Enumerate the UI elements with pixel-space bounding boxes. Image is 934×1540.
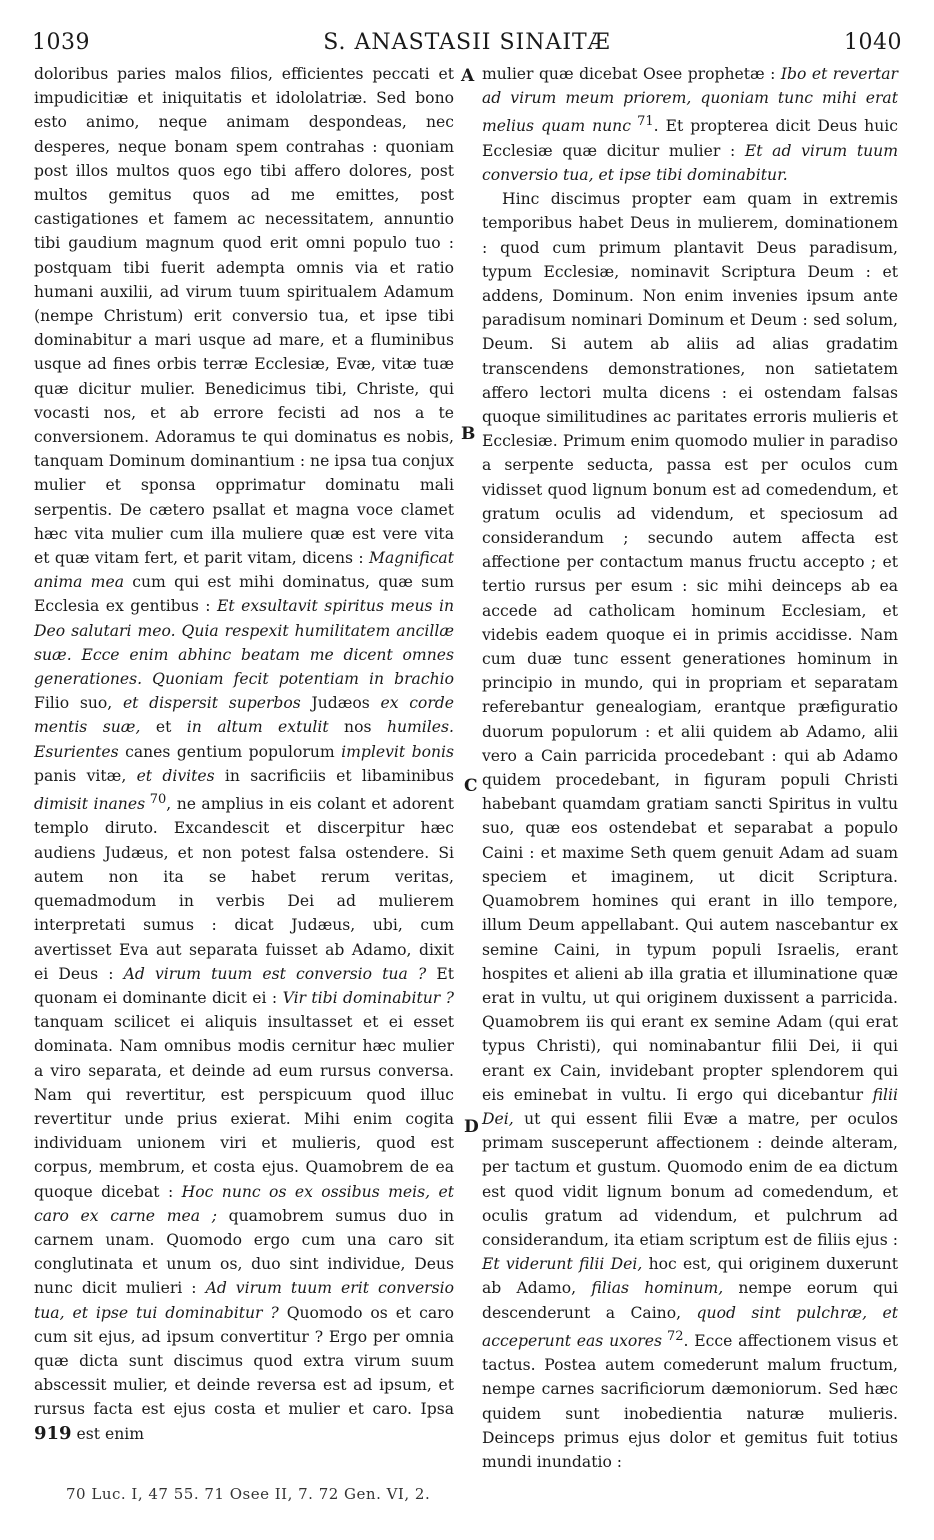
- text-run: Filio suo,: [34, 694, 123, 713]
- page-number-left: 1039: [32, 30, 90, 55]
- italic-quote: filias hominum,: [591, 1279, 724, 1298]
- margin-marker-b: B: [461, 424, 476, 444]
- italic-quote: Hoc nunc os ex ossibus meis, et caro ex carne mea ;: [34, 1182, 454, 1225]
- right-paragraph-1: [482, 62, 898, 187]
- italic-quote: et dispersit superbos: [122, 694, 301, 713]
- text-run: panis vitæ,: [34, 766, 137, 785]
- text-run: , ne amplius in eis colant et adorent templo diruto. Excandescit et discerpitur hæc audiens Judæus, et non potest falsa ostendere. Si autem non ita se habet rerum veritas, quemadmodum in verbis Dei ad mulierem interpretati sumus : dicat Judæus, ubi, cum avertisset Eva aut separata fuisset ab Adamo, dixit ei Deus :: [34, 795, 454, 983]
- text-run: tanquam scilicet ei aliquis insultasset et ei esset dominata. Nam omnibus modis cernitur hæc mulier a viro separata, et deinde ad eum rursus conversa. Nam qui revertitur, est perspicuum quod illuc revertitur unde prius exierat. Mihi enim cogita individuam unionem viri et mulieris, quod est corpus, membrum, et costa ejus. Quamobrem de ea quoque dicebat :: [34, 1013, 454, 1201]
- right-column: [482, 62, 898, 1474]
- text-run: . Et propterea dicit Deus huic Ecclesiæ quæ dicitur mulier :: [482, 117, 898, 160]
- text-run: Hinc discimus propter eam quam in extremis temporibus habet Deus in mulierem, dominationem : quod cum primum plantavit Deus paradisum, typum Ecclesiæ, nominavit Scriptura Deum : et addens, Dominum. Non enim invenies ipsum ante paradisum nominari Dominum et Deum : sed solum, Deum. Si autem ab aliis ad alias gradatim transcendens demonstrationes, non satietatem affero lectori multa dicens : ei ostendam falsas quoque similitudines ac paritates erroris mulieris et Ecclesiæ. Primum enim quomodo mulier in paradiso a serpente seducta, passa est per oculos cum vidisset quod lignum bonum est ad comedendum, et gratum oculis ad videndum, et speciosum ad considerandum ; secundo autem affecta est affectione per contactum manus fructu accepto ; et tertio rursus per esum : sic mihi deinceps ab ea accede ad catholicam hominum Ecclesiam, et videbis eadem quoque ei in primis accidisse. Nam cum duæ tunc essent generationes hominum in principio in mundo, qui in propriam et separatam referebantur genealogiam, erantque præfiguratio duorum populorum : et alii quidem ab Adamo, alii vero a Cain parricida procedebant : qui ab Adamo quidem procedebant, in figuram populi Christi habebant quamdam gratiam sancti Spiritus in vultu suo, quæ eos ostendebat et separabat a populo Caini : et maxime Seth quem genuit Adam ad suam speciem et imaginem, ut dicit Scriptura. Quamobrem homines qui erant in illo tempore, illum Deum appellabant. Qui autem nascebantur ex semine Caini, in typum populi Israelis, erant hospites et alieni ab illa gratia et illuminatione quæ erat in vultu, ut qui originem duxissent a parricida. Quamobrem iis qui erant ex semine Adam (qui erat typus Christi), qui nominabantur filii Dei, ii qui erant ex Cain, invidebant propter splendorem qui eis eminebat in vultu. Ii ergo qui dicebantur: [482, 190, 898, 1104]
- italic-quote: filii Dei,: [482, 1085, 898, 1128]
- page-number-right: 1040: [844, 30, 902, 55]
- italic-quote: Ibo et revertar ad virum meum priorem, quoniam tunc mihi erat melius quam nunc: [482, 65, 898, 136]
- text-run: nos: [328, 718, 387, 737]
- text-run: canes gentium populorum: [118, 742, 342, 761]
- footnote-ref: 70: [145, 792, 167, 808]
- italic-quote: Et exsultavit spiritus meus in Deo salutari meo. Quia respexit humilitatem ancillæ suæ. Ecce enim abhinc beatam me dicent omnes generationes. Quoniam fecit potentiam in brachio: [34, 597, 454, 689]
- text-run: est enim: [71, 1424, 145, 1443]
- italic-quote: implevit bonis: [341, 742, 454, 761]
- left-paragraph: [34, 62, 454, 1446]
- text-run: Judæos: [300, 694, 381, 713]
- italic-quote: Vir tibi dominabitur ?: [282, 988, 454, 1007]
- italic-quote: dimisit inanes: [34, 795, 146, 814]
- margin-marker-c: C: [464, 776, 478, 796]
- text-run: quamobrem sumus duo in carnem unam. Quomodo ergo cum una caro sit conglutinata et unum os, duo sint individue, Deus nunc dicit mulieri :: [34, 1206, 454, 1298]
- text-run: . Ecce affectionem visus et tactus. Postea autem comederunt malum fructum, nempe carnes sacrificiorum dæmoniorum. Sed hæc quidem sunt inobedientia naturæ mulieris. Deinceps primus ejus dolor et gemitus fuit totius mundi inundatio :: [482, 1331, 898, 1471]
- italic-quote: Et viderunt filii Dei,: [482, 1255, 643, 1274]
- right-paragraph-2: [482, 187, 898, 1474]
- italic-quote: in altum extulit: [186, 718, 329, 737]
- text-run: cum qui est mihi dominatus, quæ sum Ecclesia ex gentibus :: [34, 573, 455, 616]
- italic-quote: Et ad virum tuum conversio tua, et ipse tibi dominabitur.: [482, 141, 898, 184]
- text-run: nempe eorum qui descenderunt a Caino,: [482, 1279, 898, 1322]
- italic-quote: humiles. Esurientes: [34, 718, 454, 761]
- margin-marker-d: D: [464, 1117, 479, 1137]
- text-run: mulier quæ dicebat Osee prophetæ :: [482, 65, 781, 83]
- running-title: S. ANASTASII SINAITÆ: [323, 30, 611, 55]
- footnote-ref: 71: [630, 114, 654, 130]
- italic-quote: et divites: [136, 766, 215, 785]
- italic-quote: Ad virum tuum erit conversio tua, et ipse tui dominabitur ?: [34, 1279, 455, 1322]
- text-run: Quomodo os et caro cum sit ejus, ad ipsum convertitur ? Ergo per omnia quæ dicta sunt discimus quod extra virum suum abscessit mulier, et deinde reversa est ad ipsum, et rursus facta est ejus costa et mulier et caro. Ipsa: [34, 1303, 454, 1419]
- text-run: in sacrificiis et libaminibus: [214, 766, 455, 785]
- text-run: et: [140, 718, 187, 737]
- text-run: doloribus paries malos filios, efficientes peccati et impudicitiæ et iniquitatis et idololatriæ. Sed bono esto animo, neque animam despondeas, nec desperes, neque bonam spem contrahas : quoniam post illos multos quos ego tibi affero dolores, post multos gemitus quos ad me emittes, post castigationes et famem ac necessitatem, annuntio tibi gaudium magnum quod erit omni populo tuo : postquam tibi fuerit adempta omnis via et ratio humani auxilii, ad virum tuum spiritualem Adamum (nempe Christum) erit conversio tua, et ipse tibi dominabitur a mari usque ad mare, et a fluminibus usque ad fines orbis terræ Ecclesiæ, Evæ, vitæ tuæ quæ dicitur mulier. Benedicimus tibi, Christe, qui vocasti nos, et ab errore fecisti ad nos a te conversionem. Adoramus te qui dominatus es nobis, tanquam Dominum dominantium : ne ipsa tua conjux mulier et sponsa opprimatur dominatu mali serpentis. De cætero psallat et magna voce clamet hæc vita mulier cum illa muliere quæ est vere vita et quæ vitam fert, et parit vitam, dicens :: [34, 65, 454, 568]
- text-run: ut qui essent filii Evæ a matre, per oculos primam susceperunt affectionem : deinde alteram, per tactum et gustum. Quomodo enim de ea dictum est quod vidit lignum bonum ad comedendum, et oculis gratum ad videndum, et pulchrum ad considerandum, ita etiam scriptum est de filiis ejus :: [482, 1109, 898, 1249]
- italic-quote: quod sint pulchræ, et acceperunt eas uxores: [482, 1303, 898, 1350]
- running-header: [32, 30, 902, 64]
- italic-quote: Magnificat anima mea: [34, 549, 454, 592]
- footnotes: 70 Luc. I, 47 55. 71 Osee II, 7. 72 Gen. VI, 2.: [66, 1485, 431, 1503]
- italic-quote: Ad virum tuum est conversio tua ?: [123, 964, 427, 983]
- footnote-ref: 72: [662, 1328, 684, 1344]
- signature-number: 919: [34, 1422, 72, 1444]
- text-run: Et quonam ei dominante dicit ei :: [34, 964, 454, 1007]
- margin-marker-a: A: [461, 66, 475, 86]
- left-column: [34, 62, 454, 1446]
- text-run: hoc est, qui originem duxerunt ab Adamo,: [482, 1255, 898, 1298]
- italic-quote: ex corde mentis suæ,: [34, 694, 454, 737]
